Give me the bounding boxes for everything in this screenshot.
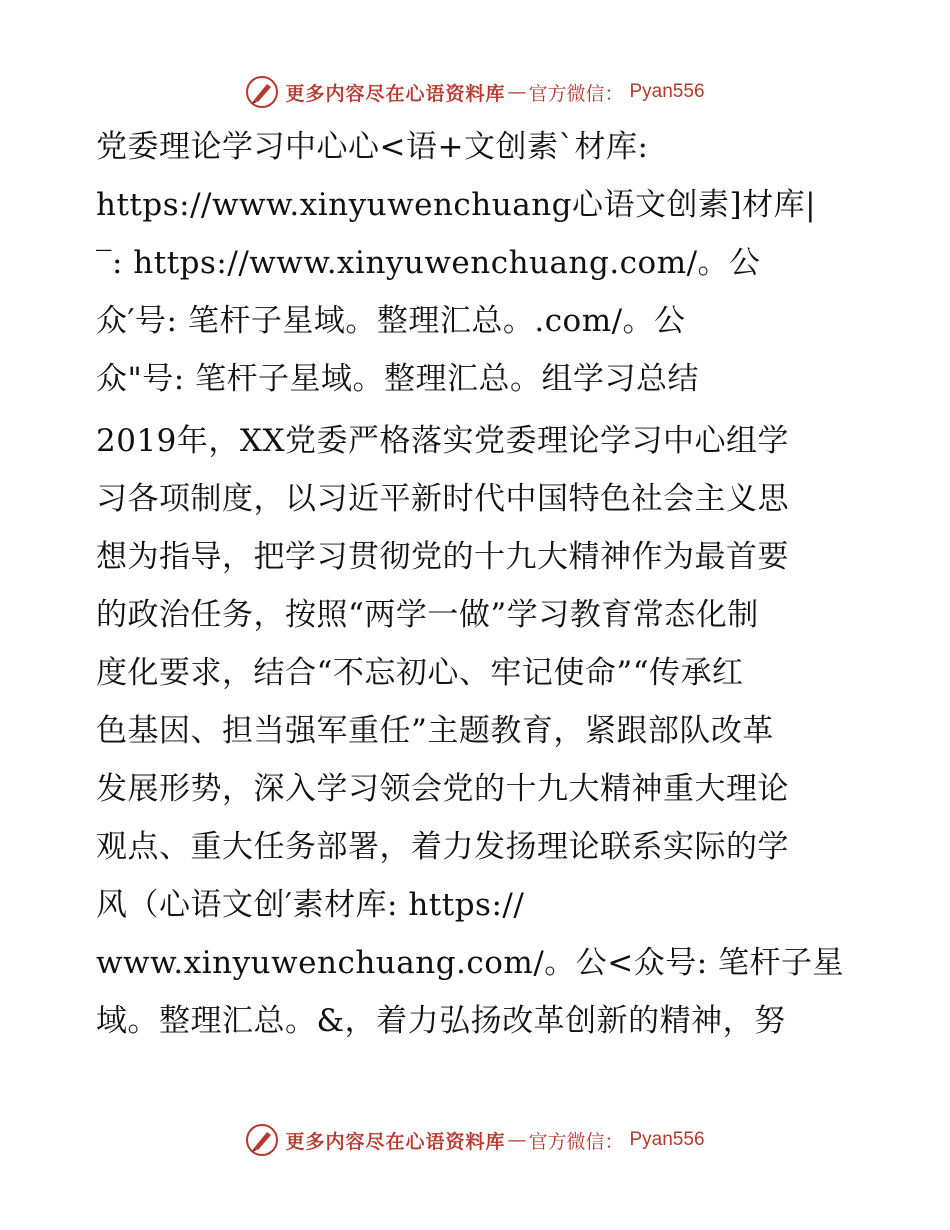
title-line: 党委理论学习中心心<语+文创素`材库:: [96, 129, 649, 165]
body-line: 想为指导，把学习贯彻党的十九大精神作为最首要: [96, 539, 789, 575]
banner-promo-text: 更多内容尽在心语资料库: [285, 82, 506, 105]
banner-wechat-id: Pyan556: [629, 1129, 705, 1150]
quill-pen-logo-icon: [245, 75, 279, 109]
title-line: 众"号: 笔杆子星域。整理汇总。组学习总结: [96, 361, 700, 397]
body-line: 的政治任务，按照“两学一做”学习教育常态化制: [96, 597, 759, 633]
body-line: 发展形势，深入学习领会党的十九大精神重大理论: [96, 771, 789, 807]
footer-banner: [0, 1120, 950, 1160]
banner-wechat-id: Pyan556: [629, 81, 705, 102]
body-line: 域。整理汇总。&，着力弘扬改革创新的精神，努: [96, 1003, 786, 1039]
body-paragraph: [96, 412, 856, 1050]
body-line: 色基因、担当强军重任”主题教育，紧跟部队改革: [96, 713, 774, 749]
body-line: 度化要求，结合“不忘初心、牢记使命”“传承红: [96, 655, 744, 691]
body-line: 习各项制度，以习近平新时代中国特色社会主义思: [96, 481, 789, 517]
body-line: 2019年，XX党委严格落实党委理论学习中心组学: [96, 423, 790, 459]
banner-official-label: 官方微信：: [528, 1130, 624, 1153]
document-title: [96, 118, 856, 408]
document-body: [96, 118, 856, 1050]
banner-dash: —: [507, 1129, 527, 1151]
quill-pen-logo-icon: [245, 1123, 279, 1157]
body-line: www.xinyuwenchuang.com/。公<众号: 笔杆子星: [96, 945, 845, 981]
banner-promo-text: 更多内容尽在心语资料库: [285, 1130, 506, 1153]
title-line: ‾: https://www.xinyuwenchuang.com/。公: [96, 245, 761, 281]
body-line: 风（心语文创′素材库: https://: [96, 887, 525, 923]
banner-official-label: 官方微信：: [528, 82, 624, 105]
title-line: 众′号: 笔杆子星域。整理汇总。.com/。公: [96, 303, 686, 339]
header-banner: [0, 72, 950, 112]
banner-dash: —: [507, 81, 527, 103]
title-line: https://www.xinyuwenchuang心语文创素]材库|: [96, 187, 817, 223]
body-line: 观点、重大任务部署，着力发扬理论联系实际的学: [96, 829, 789, 865]
